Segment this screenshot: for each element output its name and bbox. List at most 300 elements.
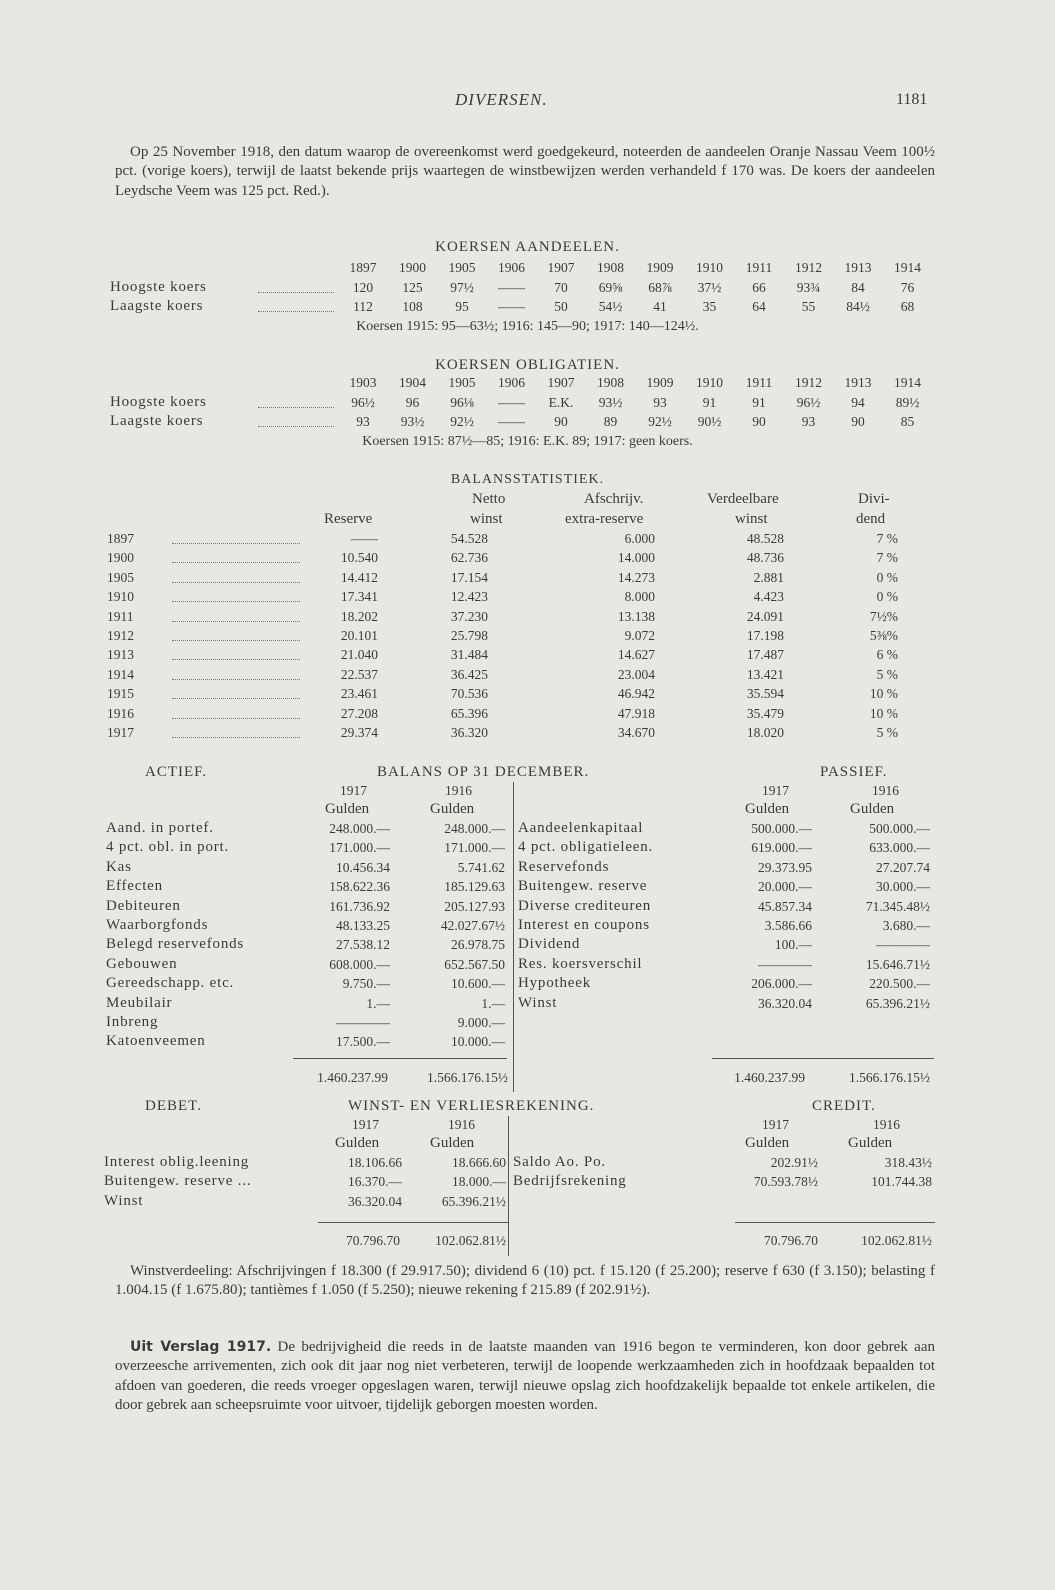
value: 9.072	[624, 628, 655, 643]
koers-value: 50	[554, 299, 568, 314]
balans-unit-right-b: Gulden	[850, 801, 895, 817]
koers-value: 93¾	[796, 279, 821, 295]
credit-title: CREDIT.	[812, 1098, 876, 1114]
actief-label: Aand. in portef.	[106, 820, 214, 836]
passief-1917: 206.000.—	[751, 976, 812, 992]
passief-1917: 29.373.95	[758, 859, 812, 875]
value: 48.736	[746, 550, 784, 566]
balans-unit-right-a: Gulden	[745, 801, 790, 817]
koers-value: 90	[851, 414, 865, 429]
credit-1916: 101.744.38	[871, 1174, 932, 1190]
actief-1916: 10.600.—	[451, 976, 505, 992]
value: 25.798	[450, 628, 488, 643]
koers-value: 35	[702, 299, 717, 314]
actief-1917: 248.000.—	[329, 821, 390, 836]
row-label: Hoogste koers	[110, 278, 207, 295]
koers-value: 37½	[697, 279, 722, 295]
passief-label: Buitengew. reserve	[518, 878, 648, 895]
actief-label: Effecten	[106, 878, 163, 895]
header-winst: winst	[470, 511, 503, 527]
actief-1917: 1.—	[366, 995, 390, 1011]
koers-value: 90	[752, 414, 766, 429]
wv-year-1917-left: 1917	[352, 1117, 379, 1132]
year-header: 1913	[844, 260, 872, 275]
debet-label: Winst	[104, 1192, 144, 1209]
koers-value: 96⅛	[450, 394, 474, 410]
debet-1917: 18.106.66	[348, 1155, 402, 1170]
koers-value: 90½	[697, 414, 722, 429]
credit-1916: 318.43½	[884, 1155, 932, 1170]
koers-value: 76	[900, 279, 915, 295]
debet-1916: 65.396.21½	[441, 1193, 506, 1209]
value: 2.881	[753, 569, 784, 585]
wv-total-debet-1916: 102.062.81½	[435, 1233, 506, 1248]
value: 18.202	[340, 608, 378, 624]
debet-1917: 36.320.04	[348, 1193, 402, 1209]
value: 20.101	[340, 628, 378, 643]
balansstatistiek-title: BALANSSTATISTIEK.	[450, 472, 605, 487]
koers-value: 93½	[598, 394, 623, 410]
passief-1917: 500.000.—	[751, 821, 812, 836]
balans-unit-left-a: Gulden	[325, 801, 370, 817]
year: 1900	[107, 550, 134, 566]
wv-unit-right-b: Gulden	[848, 1135, 893, 1151]
balans-unit-left-b: Gulden	[430, 801, 475, 817]
year-header: 1912	[795, 375, 822, 390]
value: 10 %	[869, 705, 898, 721]
passief-label: Hypotheek	[518, 975, 592, 992]
header-extra-reserve: extra-reserve	[565, 511, 644, 527]
year: 1911	[107, 608, 134, 624]
passief-1916: 27.207.74	[876, 859, 930, 875]
year-header: 1911	[745, 260, 773, 275]
wv-total-debet-1917: 70.796.70	[346, 1233, 400, 1248]
passief-1916: 65.396.21½	[865, 995, 930, 1011]
year: 1913	[107, 647, 134, 663]
value: 24.091	[746, 608, 784, 624]
actief-label: 4 pct. obl. in port.	[106, 839, 230, 856]
debet-1916: 18.666.60	[452, 1155, 506, 1170]
account-row	[0, 1153, 1055, 1172]
passief-label: Reservefonds	[518, 858, 610, 875]
account-row	[0, 1192, 1055, 1211]
value: 0 %	[876, 569, 898, 585]
wv-total-credit-1916: 102.062.81½	[861, 1233, 932, 1248]
year-header: 1908	[597, 260, 624, 275]
koers-value: 68⅞	[648, 279, 672, 295]
year-header: 1905	[448, 375, 476, 390]
verslag-text: De bedrijvigheid die reeds in de laatste maanden van 1916 begon te verminderen, kon door gebrek aan overzeesche arrivementen, zich ook dit jaar nog niet verbeteren, terwijl de loopende werkzaamheden zich in hoofdzaak bepaalden tot afdoen van goederen, die reeds vroeger opgeslagen waren, terwijl nieuwe opslag zich hoofdzakelijk bepaalde tot enkele artikelen, die door gebrek aan scheepsruimte voor uitvoer, tijdelijk geborgen moesten worden.	[115, 1339, 935, 1414]
actief-1917: 27.538.12	[336, 937, 390, 953]
koers-value: 95	[455, 299, 469, 314]
value: 36.425	[450, 666, 488, 682]
credit-1917: 70.593.78½	[753, 1174, 818, 1190]
actief-1917: 608.000.—	[329, 956, 390, 972]
actief-label: Waarborgfonds	[106, 917, 209, 933]
account-row	[0, 1032, 1055, 1051]
leader-dots	[258, 407, 334, 408]
koers-value: ——	[498, 394, 525, 410]
koers-value: 97½	[450, 279, 474, 295]
passief-label: Aandeelenkapitaal	[518, 820, 644, 836]
passief-1917: 20.000.—	[758, 879, 812, 895]
year: 1917	[107, 725, 134, 740]
actief-1916: 10.000.—	[451, 1034, 505, 1050]
value: 70.536	[450, 686, 488, 702]
passief-1917: 3.586.66	[764, 918, 812, 933]
balansstatistiek-row	[0, 587, 1055, 606]
account-row	[0, 935, 1055, 954]
koers-value: ——	[498, 299, 525, 314]
running-header: DIVERSEN.	[455, 90, 548, 109]
row-label: Hoogste koers	[110, 393, 207, 410]
actief-1917: 158.622.36	[329, 879, 390, 895]
value: 14.273	[617, 569, 655, 585]
verslag-paragraph	[115, 1338, 935, 1416]
koers-value: 91	[702, 394, 717, 410]
actief-1916: 652.567.50	[444, 956, 505, 972]
actief-1917: 9.750.—	[342, 976, 390, 992]
koers-value: 68	[900, 299, 915, 314]
verslag-heading: Uit Verslag 1917.	[130, 1339, 272, 1355]
value: 14.627	[617, 647, 655, 663]
value: 17.154	[450, 569, 488, 585]
value: 35.594	[746, 686, 784, 702]
balansstatistiek-row	[0, 723, 1055, 742]
value: 5⅜%	[869, 628, 898, 643]
balansstatistiek-row	[0, 626, 1055, 645]
balans-title: BALANS OP 31 DECEMBER.	[377, 764, 590, 780]
passief-1917: 45.857.34	[758, 898, 812, 914]
passief-label: Winst	[518, 994, 558, 1011]
passief-1916: 15.646.71½	[865, 956, 930, 972]
value: 17.198	[746, 628, 784, 643]
value: 7 %	[876, 550, 898, 566]
wv-year-1916-left: 1916	[448, 1117, 475, 1132]
balans-year-1916-right: 1916	[872, 783, 899, 798]
year-header: 1904	[399, 375, 426, 390]
account-row	[0, 819, 1055, 838]
actief-1917: 161.736.92	[329, 898, 390, 914]
koersen-obligatien-title: KOERSEN OBLIGATIEN.	[435, 357, 620, 373]
header-dend: dend	[856, 511, 886, 527]
koers-row	[0, 412, 1055, 431]
koers-value: 55	[801, 299, 816, 314]
year-header: 1914	[894, 375, 921, 390]
account-row	[0, 916, 1055, 935]
koers-value: 93	[653, 394, 667, 410]
koers-row	[0, 297, 1055, 316]
year-header: 1910	[696, 260, 723, 275]
passief-1917: ————	[758, 956, 812, 972]
year-header: 1909	[646, 375, 674, 390]
value: 36.320	[450, 725, 488, 740]
leader-dots	[258, 426, 334, 427]
koers-value: 64	[752, 299, 766, 314]
year-header: 1900	[399, 260, 426, 275]
value: 10.540	[340, 550, 378, 566]
year: 1915	[107, 686, 134, 702]
value: 65.396	[450, 705, 488, 721]
wv-sum-rule	[318, 1222, 508, 1223]
koers-value: E.K.	[548, 394, 574, 410]
year-header: 1909	[646, 260, 674, 275]
koers-value: 84½	[846, 299, 870, 314]
value: 29.374	[340, 725, 378, 740]
value: 23.004	[617, 666, 655, 682]
actief-1916: 205.127.93	[444, 898, 505, 914]
value: 7 %	[876, 531, 898, 546]
header-reserve: Reserve	[324, 511, 373, 527]
balansstatistiek-row	[0, 548, 1055, 567]
wv-year-1916-right: 1916	[873, 1117, 900, 1132]
actief-label: Meubilair	[106, 994, 173, 1011]
passief-1916: 220.500.—	[869, 976, 930, 992]
actief-1916: 171.000.—	[444, 840, 505, 856]
value: 13.138	[617, 608, 655, 624]
passief-1917: 36.320.04	[758, 995, 812, 1011]
passief-1916: ————	[876, 937, 930, 953]
year: 1905	[107, 569, 134, 585]
row-label: Laagste koers	[110, 298, 204, 314]
actief-label: Kas	[106, 858, 132, 875]
credit-label: Bedrijfsrekening	[513, 1173, 627, 1190]
value: 7½%	[869, 608, 898, 624]
koers-value: 96½	[796, 394, 821, 410]
balans-year-1916-left: 1916	[445, 783, 472, 798]
koers-value: 70	[554, 279, 568, 295]
actief-1916: 248.000.—	[444, 821, 505, 836]
koers-value: 120	[352, 279, 374, 295]
balans-year-1917-right: 1917	[762, 783, 789, 798]
passief-1916: 3.680.—	[882, 918, 930, 933]
actief-1917: ————	[336, 1015, 390, 1030]
account-row	[0, 897, 1055, 916]
winst-verlies-title: WINST- EN VERLIESREKENING.	[348, 1098, 595, 1114]
value: 6 %	[876, 647, 898, 663]
actief-1917: 48.133.25	[336, 918, 390, 933]
header-verd-winst: winst	[735, 511, 768, 527]
koers-value: 93	[356, 414, 370, 429]
value: ——	[351, 531, 378, 546]
year-header-row	[0, 258, 1055, 277]
value: 10 %	[869, 686, 898, 702]
year-header: 1908	[597, 375, 624, 390]
actief-1916: 42.027.67½	[440, 918, 505, 933]
koers-value: ——	[498, 279, 525, 295]
value: 5 %	[876, 666, 898, 682]
header-netto: Netto	[472, 491, 506, 507]
koers-value: 89	[603, 414, 618, 429]
koers-value: 94	[851, 394, 865, 410]
koers-value: 66	[752, 279, 766, 295]
debet-label: Buitengew. reserve ...	[104, 1173, 252, 1190]
debet-1917: 16.370.—	[348, 1174, 402, 1190]
header-verdeelbare: Verdeelbare	[707, 491, 779, 507]
year-header: 1914	[894, 260, 921, 275]
koersen-aandeelen-note: Koersen 1915: 95—63½; 1916: 145—90; 1917: 140—124½.	[356, 319, 699, 334]
value: 31.484	[450, 647, 488, 663]
year: 1916	[107, 705, 134, 721]
year-header: 1897	[349, 260, 377, 275]
value: 14.412	[340, 569, 378, 585]
balansstatistiek-row	[0, 704, 1055, 723]
header-afschrijv: Afschrijv.	[584, 491, 644, 507]
koersen-obligatien-note: Koersen 1915: 87½—85; 1916: E.K. 89; 1917: geen koers.	[362, 434, 693, 449]
year: 1910	[107, 589, 134, 605]
passief-label: 4 pct. obligatieleen.	[518, 839, 654, 856]
value: 62.736	[450, 550, 488, 566]
actief-label: Inbreng	[106, 1014, 159, 1030]
koers-value: 85	[900, 414, 915, 429]
year-header: 1903	[349, 375, 377, 390]
account-row	[0, 858, 1055, 877]
koers-value: 41	[653, 299, 667, 314]
credit-label: Saldo Ao. Po.	[513, 1154, 606, 1170]
value: 14.000	[617, 550, 655, 566]
koers-value: 112	[353, 299, 373, 314]
actief-label: Debiteuren	[106, 897, 181, 914]
intro-paragraph: Op 25 November 1918, den datum waarop de overeenkomst werd goedgekeurd, noteerden de aandeelen Oranje Nassau Veem 100½ pct. (vorige koers), terwijl de laatst bekende prijs waartegen de winstbewijzen werden verhandeld f 170 was. De koers der aandeelen Leydsche Veem was 125 pct. Red.).	[115, 144, 935, 199]
account-row	[0, 1172, 1055, 1191]
passief-label: Dividend	[518, 936, 581, 953]
passief-1916: 30.000.—	[876, 879, 930, 895]
year-header: 1911	[745, 375, 773, 390]
year: 1897	[107, 531, 134, 546]
year-header: 1906	[498, 260, 525, 275]
passief-1917: 619.000.—	[751, 840, 812, 856]
wv-total-credit-1917: 70.796.70	[764, 1233, 818, 1248]
koers-value: 125	[402, 279, 423, 295]
year-header-row	[0, 373, 1055, 392]
year-header: 1910	[696, 375, 723, 390]
passief-label: Res. koersverschil	[518, 955, 643, 972]
value: 8.000	[624, 589, 655, 605]
actief-1916: 9.000.—	[457, 1015, 505, 1030]
passief-1917: 100.—	[774, 937, 812, 953]
koers-value: 89½	[895, 394, 920, 410]
koers-value: 93	[801, 414, 816, 429]
leader-dots	[258, 292, 334, 293]
value: 0 %	[876, 589, 898, 605]
row-label: Laagste koers	[110, 413, 204, 429]
koers-value: ——	[498, 414, 525, 429]
wv-unit-left-a: Gulden	[335, 1135, 380, 1151]
wv-unit-left-b: Gulden	[430, 1135, 475, 1151]
actief-1916: 26.978.75	[451, 937, 505, 953]
debet-label: Interest oblig.leening	[104, 1154, 250, 1170]
balans-sum-rule	[293, 1058, 507, 1059]
value: 23.461	[340, 686, 378, 702]
value: 48.528	[746, 531, 784, 546]
header-divi: Divi-	[858, 491, 890, 507]
value: 47.918	[617, 705, 655, 721]
value: 4.423	[753, 589, 784, 605]
koers-value: 108	[402, 299, 423, 314]
passief-1916: 500.000.—	[869, 821, 930, 836]
year: 1912	[107, 628, 134, 643]
balans-total-passief-1916: 1.566.176.15½	[849, 1070, 930, 1085]
value: 17.487	[746, 647, 784, 663]
leader-dots	[258, 311, 334, 312]
passief-1916: 633.000.—	[869, 840, 930, 856]
koers-value: 92½	[450, 414, 474, 429]
koers-value: 96½	[351, 394, 375, 410]
value: 22.537	[340, 666, 378, 682]
balansstatistiek-row	[0, 607, 1055, 626]
page-number: 1181	[896, 91, 928, 108]
year-header: 1907	[547, 375, 575, 390]
debet-title: DEBET.	[145, 1098, 202, 1114]
value: 18.020	[746, 725, 784, 740]
koers-value: 96	[405, 394, 420, 410]
year-header: 1905	[448, 260, 476, 275]
balansstatistiek-row	[0, 645, 1055, 664]
credit-1917: 202.91½	[770, 1155, 818, 1170]
koers-value: 90	[554, 414, 568, 429]
value: 5 %	[876, 725, 898, 740]
actief-label: Katoenveemen	[106, 1033, 206, 1050]
year-header: 1913	[844, 375, 872, 390]
value: 34.670	[617, 725, 655, 740]
value: 13.421	[746, 666, 784, 682]
value: 46.942	[617, 686, 655, 702]
wv-year-1917-right: 1917	[762, 1117, 789, 1132]
actief-1916: 185.129.63	[444, 879, 505, 895]
koers-value: 54½	[598, 299, 623, 314]
wv-unit-right-a: Gulden	[745, 1135, 790, 1151]
year-header: 1912	[795, 260, 822, 275]
passief-label: Diverse crediteuren	[518, 897, 652, 914]
balans-year-1917-left: 1917	[340, 783, 367, 798]
koers-value: 84	[851, 279, 865, 295]
year-header: 1907	[547, 260, 575, 275]
value: 54.528	[450, 531, 488, 546]
balansstatistiek-row	[0, 529, 1055, 548]
actief-1917: 17.500.—	[336, 1034, 390, 1050]
koersen-aandeelen-title: KOERSEN AANDEELEN.	[435, 239, 620, 255]
debet-1916: 18.000.—	[452, 1174, 506, 1190]
account-row	[0, 974, 1055, 993]
actief-title: ACTIEF.	[145, 764, 208, 780]
account-row	[0, 955, 1055, 974]
koers-value: 92½	[648, 414, 672, 429]
actief-label: Belegd reservefonds	[106, 936, 245, 953]
value: 12.423	[450, 589, 488, 605]
koers-value: 91	[752, 394, 766, 410]
value: 21.040	[340, 647, 378, 663]
actief-label: Gebouwen	[106, 955, 178, 972]
account-row	[0, 994, 1055, 1013]
value: 6.000	[624, 531, 655, 546]
balans-sum-rule-right	[712, 1058, 934, 1059]
balansstatistiek-row	[0, 665, 1055, 684]
wv-sum-rule-right	[735, 1222, 935, 1223]
koers-value: 93½	[400, 414, 425, 429]
passief-1916: 71.345.48½	[865, 898, 930, 914]
actief-1917: 10.456.34	[336, 859, 390, 875]
balans-total-passief-1917: 1.460.237.99	[734, 1070, 805, 1085]
koers-row	[0, 278, 1055, 297]
passief-title: PASSIEF.	[820, 764, 888, 780]
koers-row	[0, 393, 1055, 412]
balansstatistiek-row	[0, 684, 1055, 703]
balansstatistiek-row	[0, 568, 1055, 587]
actief-1916: 5.741.62	[457, 859, 505, 875]
value: 35.479	[746, 705, 784, 721]
balans-total-actief-1916: 1.566.176.15½	[427, 1070, 508, 1085]
value: 27.208	[340, 705, 378, 721]
